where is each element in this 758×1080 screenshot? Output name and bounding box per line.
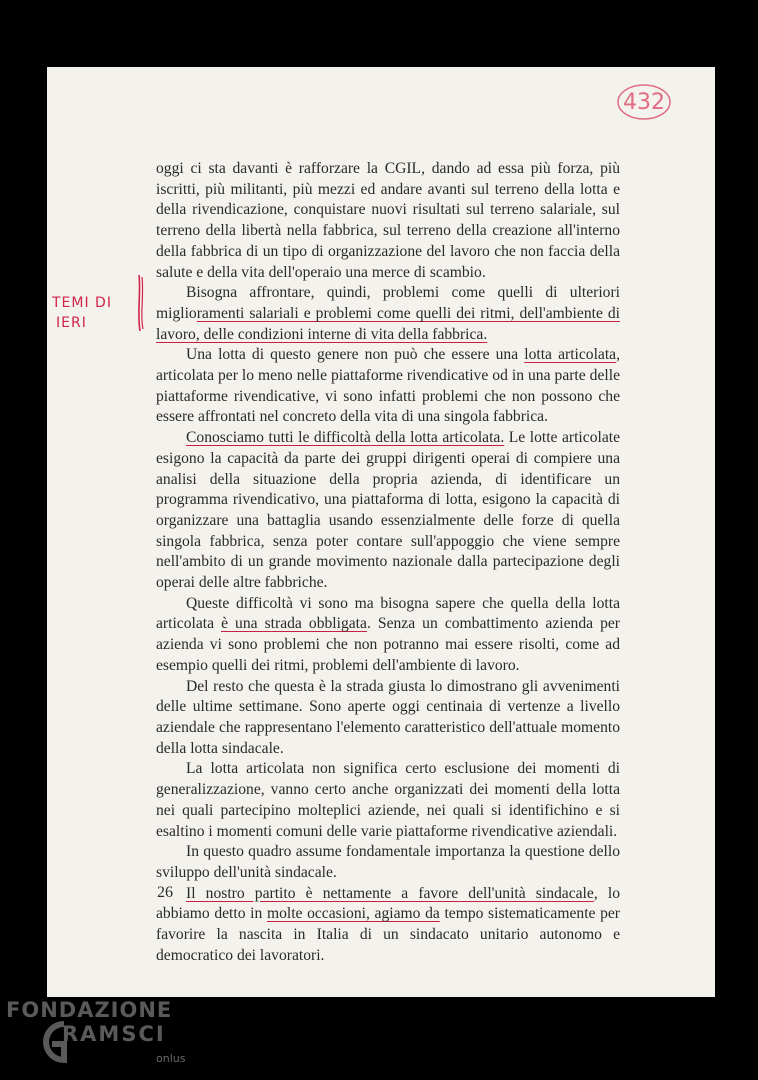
- underlined-text: lotta articolata: [524, 346, 617, 364]
- paragraph: [156, 759, 620, 842]
- document-page: [47, 67, 715, 997]
- margin-bracket-icon: [135, 273, 145, 333]
- paragraph: [156, 884, 620, 967]
- text-run: oggi ci sta davanti è rafforzare la CGIL, dando ad essa più forza, più iscritti, più militanti, più mezzi ed andare avanti sul terreno della lotta e della rivendicazione, conquistare nuovi risultati sul terreno salariale, sul terreno della libertà nella fabbrica, sul terreno della creazione all'interno della fabbrica di un tipo di organizzazione del lavoro che non faccia della salute e della vita dell'operaio una merce di scambio.: [156, 160, 620, 281]
- page-number: 26: [157, 884, 173, 901]
- paragraph: [156, 428, 620, 594]
- archive-number-text: 432: [623, 89, 665, 115]
- text-run: . Senza un combattimento azienda per azienda vi sono problemi che non potranno mai essere risolti, come ad esempio quelli dei ritmi, problemi dell'ambiente di lavoro.: [156, 615, 620, 674]
- paragraph: [156, 283, 620, 345]
- paragraph: [156, 842, 620, 883]
- underlined-text: è una strada obbligata: [221, 615, 367, 633]
- text-run: In questo quadro assume fondamentale importanza la questione dello sviluppo dell'unità sindacale.: [156, 843, 620, 881]
- paragraph: [156, 159, 620, 283]
- underlined-text: ramenti salariali e problemi come quelli dei ritmi, dell'ambiente di lavoro, delle condizioni interne di vita della fabbrica.: [156, 304, 620, 343]
- underlined-text: Conosciamo tutti le difficoltà della lotta articolata.: [186, 429, 505, 447]
- text-run: Queste difficoltà vi sono ma bisogna sapere che quella della lotta articolata: [156, 594, 620, 633]
- text-run: tempo sistematicamente per favorire la nascita in Italia di un sindacato unitario autonomo e democratico dei lavoratori.: [156, 905, 620, 964]
- paragraph: [156, 677, 620, 760]
- body-text: [156, 159, 620, 966]
- text-run: , lo abbiamo detto in: [156, 884, 620, 923]
- circle-mark-icon: [615, 82, 673, 122]
- underlined-text: molte occasioni, agiamo da: [266, 905, 440, 923]
- text-run: Le lotte articolate esigono la capacità da parte dei gruppi dirigenti operai di compiere una analisi della situazione della propria azienda, di identificare un programma rivendicativo, una piattaforma di lotta, esigono la capacità di organizzare una battaglia usando essenzialmente delle forze di quella singola fabbrica, senza poter contare sull'appoggio che viene sempre nell'ambito di un grande movimento nazionale dalla partecipazione degli operai delle altre fabbriche.: [156, 429, 620, 592]
- logo-line2: RAMSCI: [62, 1022, 166, 1046]
- fondazione-gramsci-logo: [6, 996, 196, 1076]
- margin-note-line2: IERI: [56, 315, 87, 331]
- logo-line1: FONDAZIONE: [6, 998, 173, 1022]
- text-run: Una lotta di questo genere non può che essere una: [186, 346, 525, 364]
- text-run: La lotta articolata non significa certo esclusione dei momenti di generalizzazione, vanno certo anche organizzati dei momenti della lotta nei quali partecipino molteplici aziende, nei quali si identifichino e si esaltino i momenti comuni delle varie piattaforme rivendicative aziendali.: [156, 760, 620, 840]
- underlined-text: Il nostro partito è nettamente a favore dell'unità sindacale: [186, 884, 594, 902]
- margin-note-line1: TEMI DI: [52, 295, 112, 311]
- paragraph: [156, 594, 620, 677]
- text-run: Bisogna affrontare, quindi, problemi come quelli di ulteriori miglio: [156, 284, 620, 322]
- paragraph: [156, 345, 620, 428]
- margin-note: [52, 293, 132, 333]
- archive-number-stamp: [615, 82, 673, 122]
- text-run: , articolata per lo meno nelle piattaforme rivendicative od in una parte delle piattaforme rivendicative, vi sono infatti problemi che non possono che essere affrontati nel concreto della vita di una singola fabbrica.: [156, 346, 620, 426]
- logo-line3: onlus: [156, 1052, 186, 1065]
- text-run: Del resto che questa è la strada giusta lo dimostrano gli avvenimenti delle ultime settimane. Sono aperte oggi centinaia di vertenze a livello aziendale che rappresentano l'elemento caratteristico dell'attuale momento della lotta sindacale.: [156, 677, 620, 757]
